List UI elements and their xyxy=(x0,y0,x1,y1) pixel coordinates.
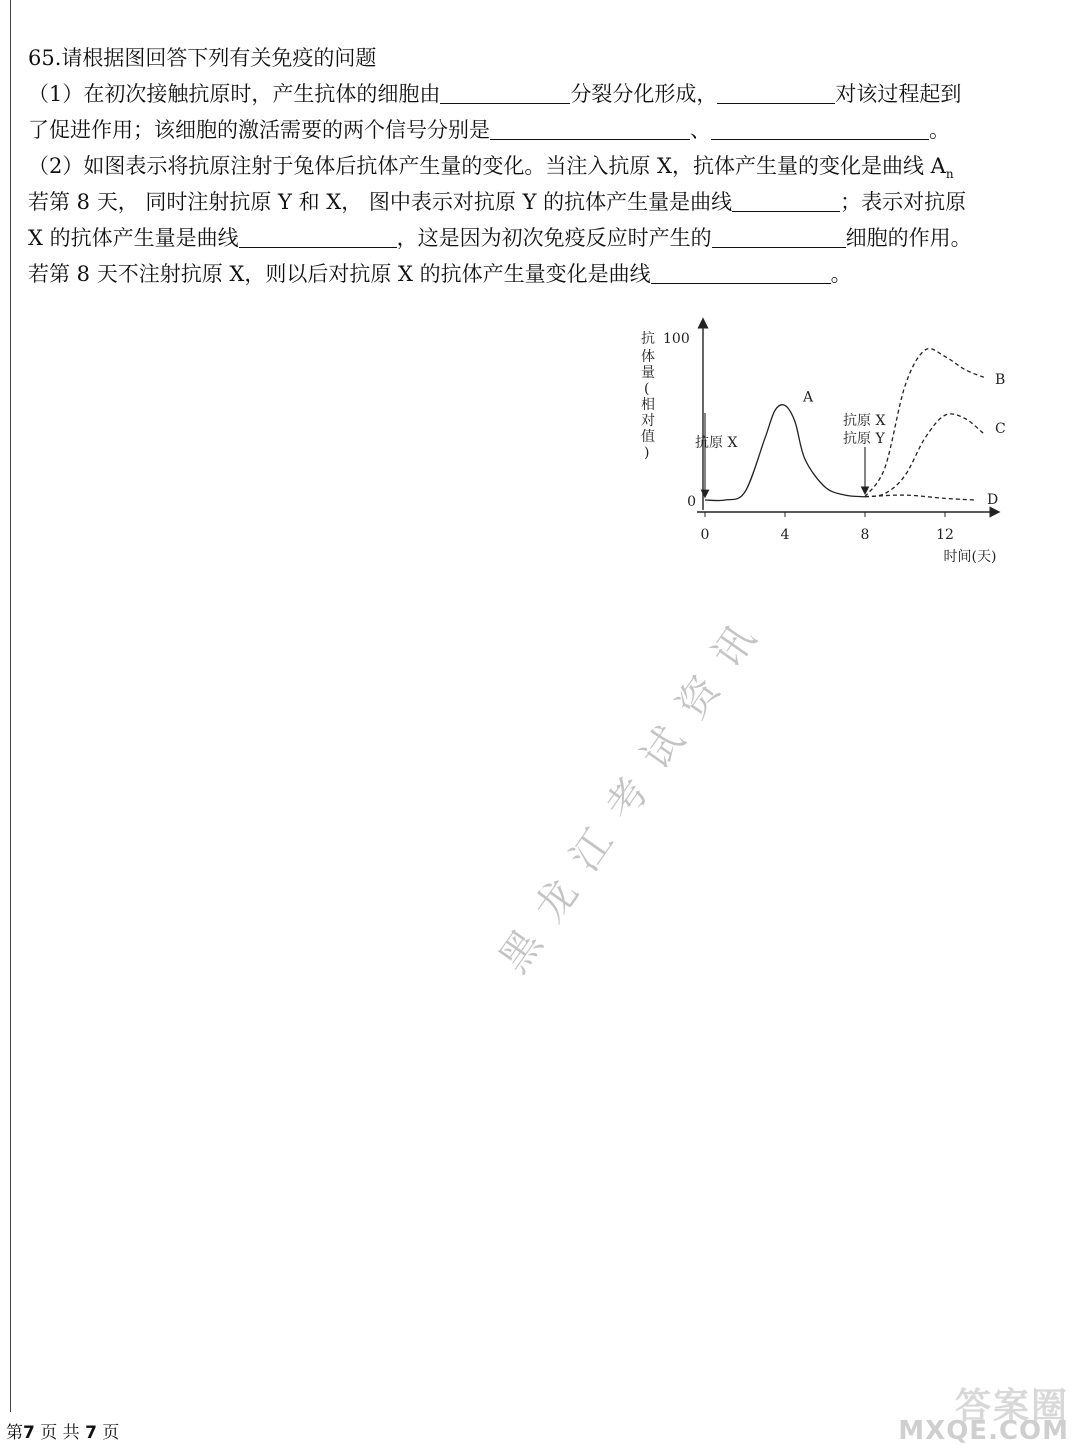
antigen-y-label-day8: 抗原 Y xyxy=(843,431,885,447)
part1-text-b: 分裂分化形成， xyxy=(570,82,718,106)
answer-blank-8[interactable] xyxy=(651,261,831,284)
part2-line3 xyxy=(28,220,1028,256)
y-axis-label-char: 体 xyxy=(641,349,655,365)
answer-blank-1[interactable] xyxy=(440,81,570,104)
question-title: 65.请根据图回答下列有关免疫的问题 xyxy=(28,46,377,70)
part2-subscript: n xyxy=(945,167,954,181)
footer-mid: 页 共 xyxy=(34,1423,86,1443)
left-margin-rule xyxy=(10,0,11,1412)
curve-label-d: D xyxy=(987,492,999,508)
y-axis-label-char: 量 xyxy=(641,365,655,381)
part2-text-f: 细胞的作用。 xyxy=(845,226,972,250)
part1-text-d: 了促进作用；该细胞的激活需要的两个信号分别是 xyxy=(28,118,490,142)
part2-text-h: 。 xyxy=(830,262,852,286)
x-axis-label: 时间(天) xyxy=(943,549,997,565)
curve-d xyxy=(865,495,975,500)
answer-blank-5[interactable] xyxy=(732,189,840,212)
part2-line2 xyxy=(28,184,1028,220)
part1-text-f: 。 xyxy=(929,118,950,142)
answer-blank-4[interactable] xyxy=(711,117,929,140)
y-axis-label-char: 对 xyxy=(641,413,655,429)
part1-text-a: （1）在初次接触抗原时，产生抗体的细胞由 xyxy=(28,82,441,106)
y-axis-label-char: ( xyxy=(644,381,650,397)
part2-line4 xyxy=(28,256,1028,292)
curve-label-c: C xyxy=(995,420,1006,437)
question-65 xyxy=(28,40,1028,292)
answer-blank-6[interactable] xyxy=(239,225,397,248)
footer-suffix: 页 xyxy=(96,1423,120,1443)
answer-blank-7[interactable] xyxy=(712,225,846,248)
antibody-chart-svg xyxy=(625,315,1025,570)
antigen-x-label-day0: 抗原 X xyxy=(695,435,738,451)
page-footer xyxy=(6,1418,119,1443)
part2-text-a: （2）如图表示将抗原注射于兔体后抗体产生量的变化。当注入抗原 X，抗体产生量的变化是曲线 A xyxy=(28,154,946,178)
part1-text-e: 、 xyxy=(690,118,711,142)
part1-line2 xyxy=(28,112,1028,148)
part2-text-g: 若第 8 天不注射抗原 X，则以后对抗原 X 的抗体产生量变化是曲线 xyxy=(28,262,651,286)
logo-chinese-text: 答案圈 xyxy=(954,1386,1069,1427)
site-logo xyxy=(890,1378,1075,1448)
part2-text-d: X 的抗体产生量是曲线 xyxy=(28,226,239,250)
footer-prefix: 第 xyxy=(6,1423,23,1443)
footer-page-number: 7 xyxy=(23,1423,35,1443)
part2-text-e: ，这是因为初次免疫反应时产生的 xyxy=(396,226,712,250)
part2-text-c: ；表示对抗原 xyxy=(840,190,967,214)
part1-text-c: 对该过程起到 xyxy=(835,82,962,106)
x-tick-label: 0 xyxy=(700,527,710,543)
answer-blank-2[interactable] xyxy=(717,81,835,104)
y-tick-label-100: 100 xyxy=(663,331,690,347)
answer-blank-3[interactable] xyxy=(490,117,690,140)
y-axis-label-char: 相 xyxy=(641,397,655,413)
curve-a xyxy=(705,405,865,501)
chart-marks xyxy=(641,330,1006,565)
y-tick-label-0: 0 xyxy=(687,494,696,510)
curve-label-a: A xyxy=(803,389,814,406)
part1-line1 xyxy=(28,76,1028,112)
logo-english-text: MXQE.COM xyxy=(898,1416,1069,1446)
part2-text-b: 若第 8 天， 同时注射抗原 Y 和 X， 图中表示对抗原 Y 的抗体产生量是曲线 xyxy=(28,190,733,214)
antibody-chart xyxy=(625,315,1025,570)
y-axis-label-char: 值 xyxy=(641,429,655,445)
antigen-x-label-day8: 抗原 X xyxy=(843,413,886,429)
x-tick-label: 8 xyxy=(860,527,870,543)
y-axis-label-char: ) xyxy=(644,445,650,461)
footer-total-pages: 7 xyxy=(85,1423,97,1443)
x-tick-label: 12 xyxy=(936,527,954,543)
watermark-text: 黑龙江考试资讯 xyxy=(490,599,778,982)
x-tick-label: 4 xyxy=(780,527,790,543)
part2-line1 xyxy=(28,148,1028,184)
y-axis-label-top: 抗 xyxy=(641,331,655,347)
curve-label-b: B xyxy=(995,371,1006,388)
